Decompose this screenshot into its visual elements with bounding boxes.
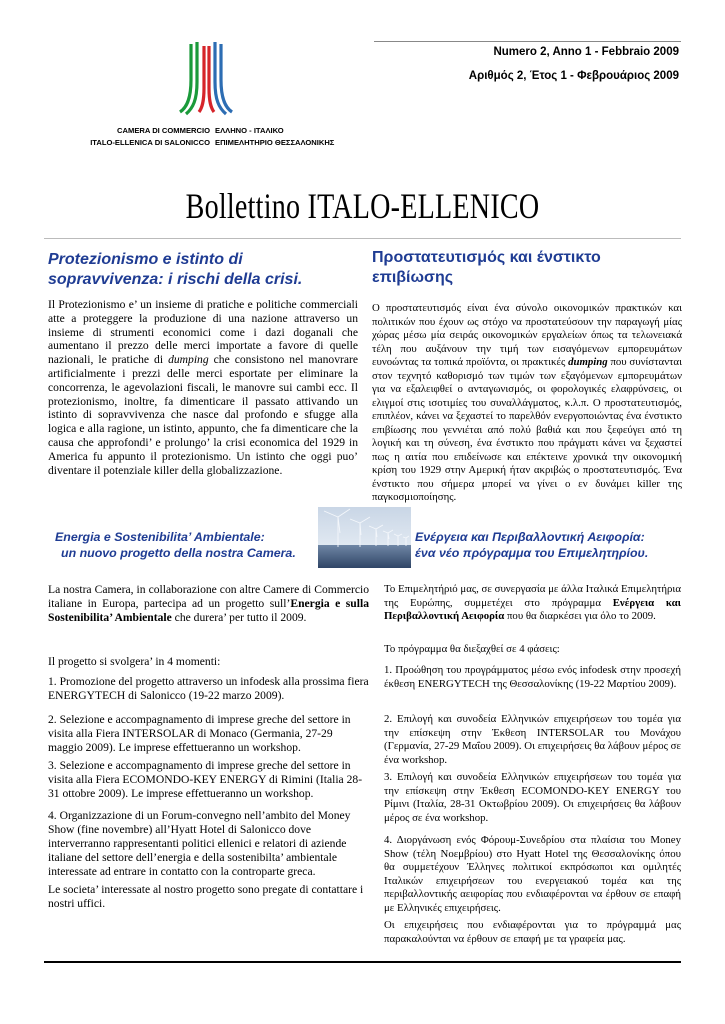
- title-divider: [44, 238, 681, 239]
- article2-heading-it-line2: un nuovo progetto della nostra Camera.: [61, 546, 296, 560]
- article1-heading-gr-line1: Προστατευτισμός και ένστικτο: [372, 249, 601, 266]
- article2-heading-gr-line1: Ενέργεια και Περιβαλλοντική Αειφορία:: [415, 530, 645, 544]
- article2-heading-italian: [55, 529, 296, 561]
- org-it-line1: CAMERA DI COMMERCIO: [117, 126, 210, 135]
- article2-it-intro-b: che durera’ per tutto il 2009.: [171, 611, 307, 624]
- article2-gr-contact: Οι επιχειρήσεις που ενδιαφέρονται για το πρόγραμμά μας παρακαλούνται να έρθουν σε επαφή με τα γραφεία μας.: [384, 919, 681, 945]
- article2-gr-phase2: 2. Επιλογή και συνοδεία Ελληνικών επιχειρήσεων του τομέα για την επίσκεψη στην Έκθεση INTERSOLAR του Μονάχου (Γερμανία, 27-29 Μαΐου 2009). Οι επιχειρήσεις θα λάβουν μέρος σε ένα workshop.: [384, 713, 681, 766]
- article1-gr-part-b: που συνίστανται στον τεχνητό καθορισμό των τιμών των εξαγόμενων εμπορευμάτων για να εξαλειφθεί ο ανταγωνισμός, οι φορολογικές ελαφρύνσεις, οι ελιγμοί στις ισοτιμίες του συναλλάγματος, κ.λ.π. Ο προστατευτισμός, επιπλέον, κάνει να ξεχαστεί το παρελθόν ενεργοποιώντας ένα ένστικτο επιβίωσης που γεννιέται από πολύ βαθιά και που ξεφεύγει από τη λογική και τη σύνεση, ένα ένστικτο που πράγματι κάνει να ξεχαστεί πως η αιτία που επιδείνωσε και επέκτεινε χρονικά την οικονομική κρίση του 1929 στην Αμερική ήταν ακριβώς ο προστατευτισμός. Ένα ένστικτο που σήμερα μπορεί να γίνει ο εν δυνάμει killer της παγκοσμιοποίησης.: [372, 356, 682, 503]
- header-top-rule: [374, 41, 681, 42]
- article2-gr-intro: [384, 583, 681, 624]
- article2-it-phases: Il progetto si svolgera’ in 4 momenti:: [48, 655, 221, 668]
- chamber-logo-mark: [176, 40, 236, 118]
- article1-body-italian: [48, 298, 358, 477]
- article1-body-greek: [372, 302, 682, 505]
- article1-gr-dumping: dumping: [568, 356, 608, 368]
- article2-gr-intro-a: Το Επιμελητήριό μας, σε συνεργασία με άλλα Ιταλικά Επιμελητήρια της Ευρώπης, συμμετέχει στο πρόγραμμα: [384, 583, 681, 609]
- article2-gr-phase3: 3. Επιλογή και συνοδεία Ελληνικών επιχειρήσεων του τομέα για την επίσκεψη στην Έκθεση ECOMONDO-KEY ENERGY του Ρίμινι (Ιταλία, 28-31 Οκτωβρίου 2009). Οι επιχειρήσεις θα λάβουν μέρος σε ένα workshop.: [384, 771, 681, 824]
- org-it-line2: ITALO-ELLENICA DI SALONICCO: [90, 138, 210, 147]
- org-gr-line1: ΕΛΛΗΝΟ - ΙΤΑΛΙΚΟ: [215, 126, 284, 135]
- article1-it-dumping: dumping: [168, 353, 209, 367]
- org-name-italian: [90, 125, 210, 149]
- article2-heading-it-line1: Energia e Sostenibilita’ Ambientale:: [55, 530, 265, 544]
- article2-it-phase4: 4. Organizzazione di un Forum-convegno nell’ambito del Money Show (fine novembre) all’Hyatt Hotel di Salonicco dove interverranno rappresentanti politici ellenici e relatori di aziende italiane del settore dell’energia e della sostenibilta’ ambientale interessate ad entrare in contatto con la controparte greca.: [48, 809, 351, 878]
- wind-turbines-photo: [318, 507, 411, 568]
- chamber-logo: [176, 40, 236, 118]
- article2-heading-gr-line2: ένα νέο πρόγραμμα του Επιμελητηρίου.: [415, 546, 649, 560]
- article2-gr-phases: Το πρόγραμμα θα διεξαχθεί σε 4 φάσεις:: [384, 643, 560, 655]
- article2-gr-phase4: 4. Διοργάνωση ενός Φόρουμ-Συνεδρίου στα πλαίσια του Money Show (τέλη Νοεμβρίου) στο Hyatt Hotel της Θεσσαλονίκης όπου θα συμμετέχουν Έλληνες πολιτικοί εκπρόσωποι και ομιλητές Ιταλικών επιχειρήσεων του ενεργειακού τομέα και της περιβαλλοντικής αειφορίας που ενδιαφέρονται να έρθουν σε επαφή με Ελληνικές επιχειρήσεις.: [384, 834, 681, 914]
- org-gr-line2: ΕΠΙΜΕΛΗΤΗΡΙΟ ΘΕΣΣΑΛΟΝΙΚΗΣ: [215, 138, 335, 147]
- article2-gr-intro-bold: Ενέργεια και Περιβαλλοντική Αειφορία: [384, 596, 681, 623]
- issue-italian: Numero 2, Anno 1 - Febbraio 2009: [493, 46, 679, 58]
- article2-gr-intro-b: που θα διαρκέσει για όλο το 2009.: [504, 610, 656, 623]
- article2-it-contact: Le societa’ interessate al nostro progetto sono pregate di contattare i nostri uffici.: [48, 883, 364, 910]
- article1-heading-gr-line2: επιβίωσης: [372, 269, 454, 286]
- org-name-greek: [215, 125, 334, 149]
- issue-greek: Αριθμός 2, Έτος 1 - Φεβρουάριος 2009: [468, 70, 679, 82]
- article1-heading-it-line2: sopravvivenza: i rischi della crisi.: [48, 271, 303, 288]
- footer-rule: [44, 961, 681, 963]
- article2-it-intro-a: La nostra Camera, in collaborazione con altre Camere di Commercio italiane in Europa, partecipa ad un progetto sull’: [48, 583, 369, 610]
- article2-it-intro: [48, 583, 369, 625]
- article1-heading-greek: [372, 248, 601, 288]
- article2-it-phase3: 3. Selezione e accompagnamento di imprese greche del settore in visita alla Fiera ECOMONDO-KEY ENERGY di Rimini (Italia 28-31 ottobre 2009). Le imprese effettueranno un workshop.: [48, 759, 363, 800]
- article1-it-part-b: che consistono nel manovrare artificialmente i prezzi delle merci esportate per eliminare la concorrenza, le agevolazioni fiscali, le manovre sui cambi ecc. Il protezionismo, inoltre, fa dimenticare il passato attivando un istinto di sopravvivenza che nasce dal profondo e sfugge alla logica e alla ragione, un istinto, appunto, che fa dimenticare che la causa che approfondi’ e prolungo’ la crisi economica del 1929 in America fu appunto il protezionismo. Un istinto che oggi puo’ diventare il potenziale killer della globalizzazione.: [48, 353, 359, 477]
- article2-heading-greek: [415, 529, 648, 561]
- article1-it-part-a: Il Protezionismo e’ un insieme di pratiche e politiche commerciali atte a proteggere la produzione di una nazione attraverso un insieme di strumenti economici come i dazi doganali che aumentano il prezzo delle merci importate a favore di quelle nazionali, le pratiche di: [48, 298, 358, 367]
- article2-gr-phase1: 1. Προώθηση του προγράμματος μέσω ενός infodesk στην προσεχή έκθεση ENERGYTECH της Θεσσαλονίκης (19-22 Μαρτίου 2009).: [384, 664, 681, 690]
- article1-heading-italian: [48, 250, 302, 290]
- article1-gr-part-a: Ο προστατευτισμός είναι ένα σύνολο οικονομικών πρακτικών και πολιτικών που έχουν ως στόχο να προστατεύσουν την παραγωγή μίας χώρας μέσω μία σειράς οικονομικών εργαλείων όπως τα τελωνειακά τέλη που αυξάνουν την τιμή των εισαγόμενων εμπορευμάτων ευνοώντας τα τοπικά προϊόντα, οι πρακτικές: [372, 302, 682, 368]
- article1-heading-it-line1: Protezionismo e istinto di: [48, 251, 243, 268]
- article2-it-intro-bold: Energia e sulla Sostenibilita’ Ambientale: [48, 597, 369, 624]
- newsletter-title: Bollettino ITALO-ELLENICO: [185, 186, 540, 226]
- article2-it-phase2: 2. Selezione e accompagnamento di imprese greche del settore in visita alla Fiera INTERSOLAR di Monaco (Germania, 27-29 maggio 2009). Le imprese effettueranno un workshop.: [48, 713, 351, 754]
- article2-it-phase1: 1. Promozione del progetto attraverso un infodesk alla prossima fiera ENERGYTECH di Salonicco (19-22 marzo 2009).: [48, 675, 369, 702]
